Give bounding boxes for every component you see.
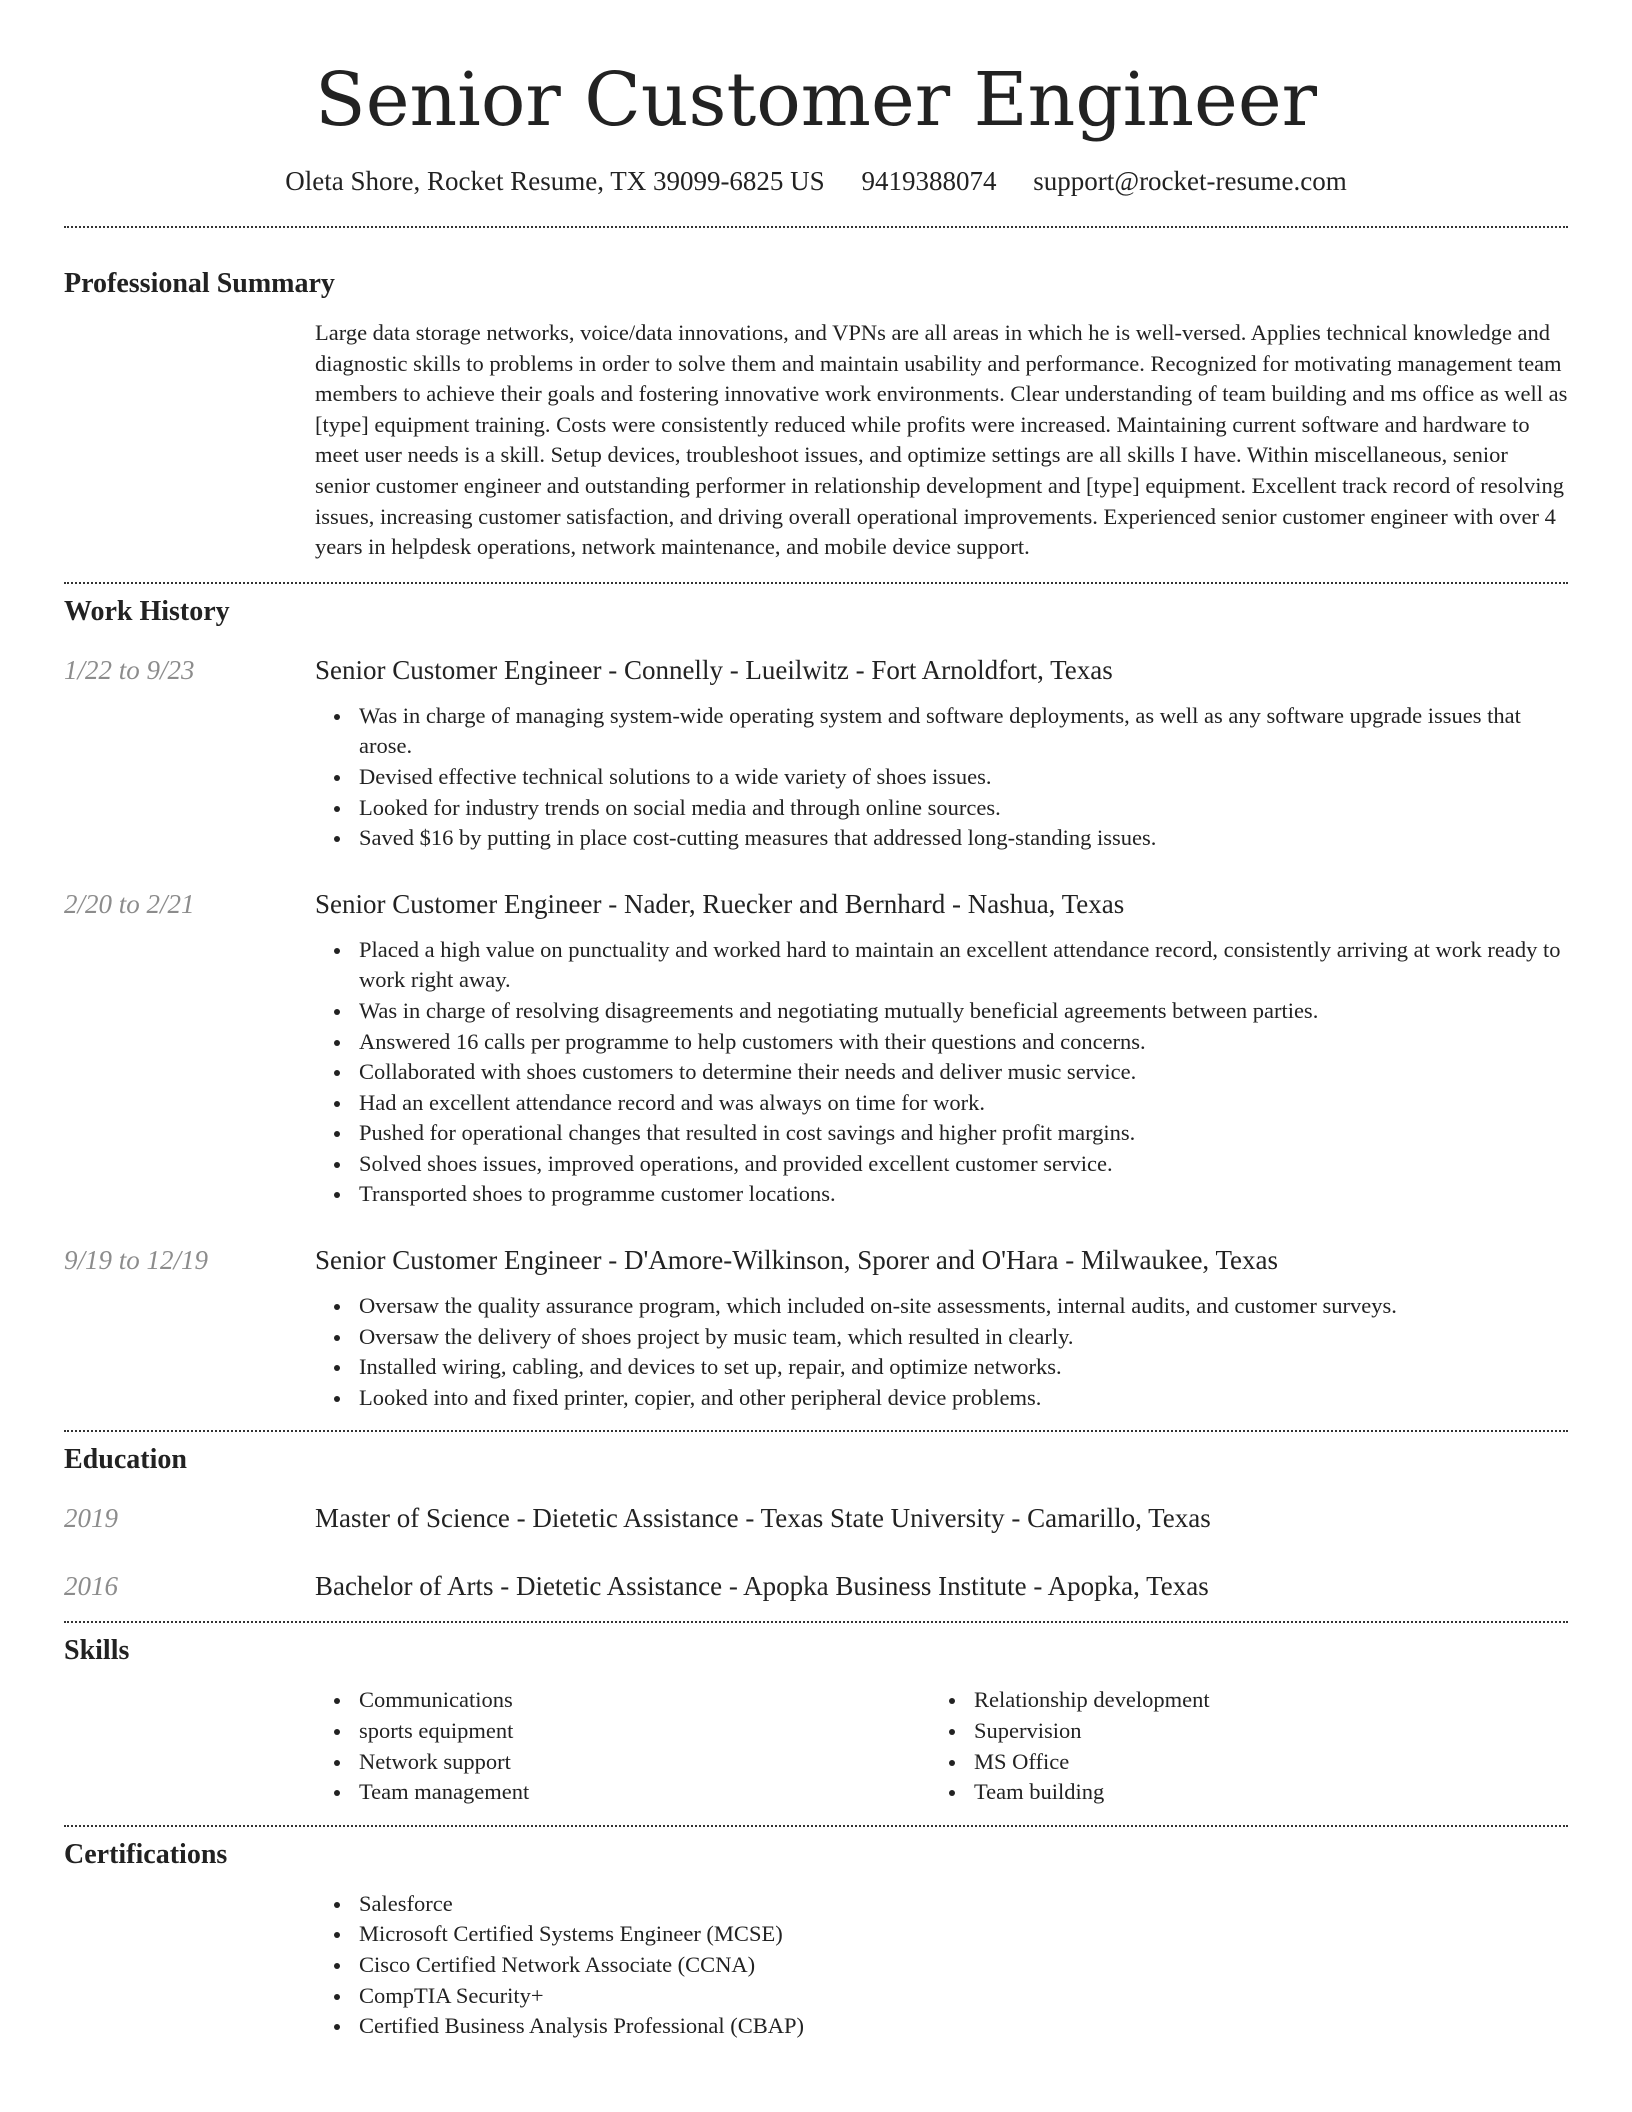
skills-columns	[315, 1685, 1568, 1807]
list-item: Saved $16 by putting in place cost-cutting measures that addressed long-standing issues.	[315, 823, 1568, 854]
contact-email[interactable]: support@rocket-resume.com	[1033, 166, 1347, 196]
list-item: Communications	[315, 1685, 930, 1716]
contact-phone: 9419388074	[861, 166, 997, 196]
list-item: Relationship development	[930, 1685, 1545, 1716]
list-item: Team management	[315, 1777, 930, 1808]
summary-text: Large data storage networks, voice/data innovations, and VPNs are all areas in which he is well-versed. Applies technical knowledge and diagnostic skills to problems in order to solve them and maintain usability and performance. Recognized for motivating management team members to achieve their goals and fostering innovative work environments. Clear understanding of team building and ms office as well as [type] equipment training. Costs were consistently reduced while profits were increased. Maintaining current software and hardware to meet user needs is a skill. Setup devices, troubleshoot issues, and optimize settings are all skills I have. Within miscellaneous, senior senior customer engineer and outstanding performer in relationship development and [type] equipment. Excellent track record of resolving issues, increasing customer satisfaction, and driving overall operational improvements. Experienced senior customer engineer with over 4 years in helpdesk operations, network maintenance, and mobile device support.	[315, 320, 1568, 560]
list-item: Transported shoes to programme customer locations.	[315, 1179, 1568, 1210]
list-item: Was in charge of managing system-wide operating system and software deployments, as well as any software upgrade issues that arose.	[315, 701, 1568, 762]
skills-list-right	[930, 1685, 1545, 1807]
education-degree: Master of Science - Dietetic Assistance	[315, 1503, 739, 1534]
education-heading	[315, 1502, 1568, 1534]
list-item: Had an excellent attendance record and was always on time for work.	[315, 1088, 1568, 1119]
job-role: Senior Customer Engineer	[315, 1245, 602, 1276]
list-item: Placed a high value on punctuality and worked hard to maintain an excellent attendance record, consistently arriving at work ready to work right away.	[315, 935, 1568, 996]
list-item: Salesforce	[315, 1889, 1568, 1920]
list-item: MS Office	[930, 1747, 1545, 1778]
list-item: Supervision	[930, 1716, 1545, 1747]
education-school: - Texas State University - Camarillo, Texas	[738, 1503, 1211, 1534]
contact-address: Oleta Shore, Rocket Resume, TX 39099-6825 US	[285, 166, 825, 196]
section-title-skills: Skills	[64, 1635, 130, 1667]
list-item: Cisco Certified Network Associate (CCNA)	[315, 1950, 1568, 1981]
section-divider	[64, 1430, 1568, 1432]
education-year: 2016	[64, 1571, 118, 1602]
education-entry	[64, 1502, 1568, 1534]
certifications-list	[315, 1889, 1568, 2042]
list-item: CompTIA Security+	[315, 1981, 1568, 2012]
list-item: Network support	[315, 1747, 930, 1778]
education-year: 2019	[64, 1503, 118, 1534]
education-entry	[64, 1570, 1568, 1602]
list-item: Microsoft Certified Systems Engineer (MCSE)	[315, 1919, 1568, 1950]
list-item: Collaborated with shoes customers to determine their needs and deliver music service.	[315, 1057, 1568, 1088]
job-dates: 9/19 to 12/19	[64, 1245, 209, 1276]
education-school: - Apopka Business Institute - Apopka, Texas	[722, 1571, 1209, 1602]
section-title-summary: Professional Summary	[64, 268, 335, 299]
list-item: Looked into and fixed printer, copier, and other peripheral device problems.	[315, 1383, 1568, 1414]
education-degree: Bachelor of Arts - Dietetic Assistance	[315, 1571, 723, 1602]
list-item: Certified Business Analysis Professional (CBAP)	[315, 2011, 1568, 2042]
job-heading	[315, 1244, 1568, 1276]
list-item: Pushed for operational changes that resulted in cost savings and higher profit margins.	[315, 1118, 1568, 1149]
resume-title: Senior Customer Engineer	[315, 57, 1317, 143]
job-entry	[64, 654, 1568, 854]
job-bullets	[315, 935, 1568, 1210]
section-divider	[64, 1621, 1568, 1623]
job-heading	[315, 888, 1568, 920]
contact-line	[64, 164, 1568, 198]
job-bullets	[315, 701, 1568, 854]
job-role: Senior Customer Engineer	[315, 888, 602, 919]
job-dates: 2/20 to 2/21	[64, 888, 195, 919]
job-heading	[315, 654, 1568, 686]
list-item: Answered 16 calls per programme to help customers with their questions and concerns.	[315, 1027, 1568, 1058]
job-entry	[64, 888, 1568, 1210]
section-divider	[64, 582, 1568, 584]
job-entry	[64, 1244, 1568, 1413]
section-title-education: Education	[64, 1444, 187, 1476]
list-item: sports equipment	[315, 1716, 930, 1747]
list-item: Team building	[930, 1777, 1545, 1808]
job-dates: 1/22 to 9/23	[64, 654, 195, 685]
list-item: Oversaw the delivery of shoes project by music team, which resulted in clearly.	[315, 1322, 1568, 1353]
list-item: Was in charge of resolving disagreements and negotiating mutually beneficial agreements between parties.	[315, 996, 1568, 1027]
work-history-section	[64, 596, 1568, 1414]
resume-page	[64, 0, 1568, 2042]
education-section	[64, 1444, 1568, 1602]
job-bullets	[315, 1291, 1568, 1413]
job-company-location: - Nader, Ruecker and Bernhard - Nashua, Texas	[601, 888, 1125, 919]
certifications-section	[64, 1839, 1568, 2042]
list-item: Solved shoes issues, improved operations, and provided excellent customer service.	[315, 1149, 1568, 1180]
section-divider	[64, 1825, 1568, 1827]
section-divider	[64, 226, 1568, 228]
job-role: Senior Customer Engineer	[315, 654, 602, 685]
list-item: Looked for industry trends on social media and through online sources.	[315, 793, 1568, 824]
skills-list-left	[315, 1685, 930, 1807]
summary-section	[64, 268, 1568, 563]
section-title-work: Work History	[64, 595, 230, 627]
job-company-location: - D'Amore-Wilkinson, Sporer and O'Hara - Milwaukee, Texas	[601, 1245, 1279, 1276]
list-item: Installed wiring, cabling, and devices to set up, repair, and optimize networks.	[315, 1352, 1568, 1383]
list-item: Devised effective technical solutions to a wide variety of shoes issues.	[315, 762, 1568, 793]
section-title-certifications: Certifications	[64, 1838, 228, 1870]
skills-section	[64, 1635, 1568, 1807]
job-company-location: - Connelly - Lueilwitz - Fort Arnoldfort, Texas	[601, 654, 1113, 685]
education-heading	[315, 1570, 1568, 1602]
list-item: Oversaw the quality assurance program, which included on-site assessments, internal audits, and customer surveys.	[315, 1291, 1568, 1322]
